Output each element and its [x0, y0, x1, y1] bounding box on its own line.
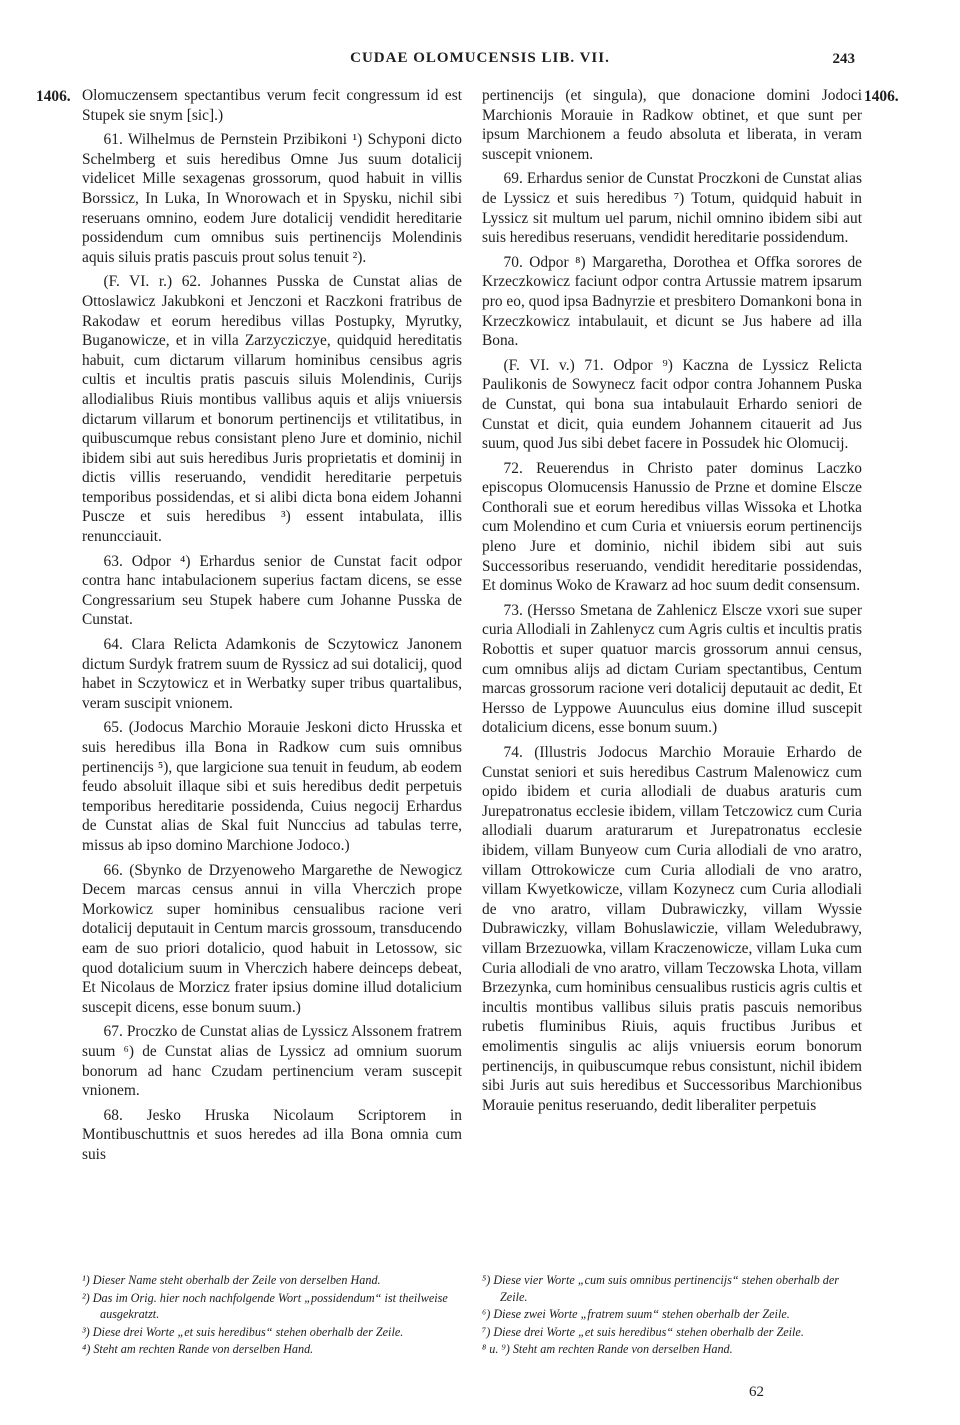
page-number: 243	[832, 51, 855, 67]
left-paragraph: 68. Jesko Hruska Nicolaum Scriptorem in Montibuschuttnis et suos heredes ad illa Bona omnia cum suis	[82, 1106, 462, 1163]
right-column	[482, 86, 862, 1120]
running-title: CUDAE OLOMUCENSIS LIB. VII.	[350, 50, 610, 66]
right-paragraph: 72. Reuerendus in Christo pater dominus Laczko episcopus Olomucensis Hanussio de Przne et domine Elscze Conthorali sue et eorum heredibus villas Wissoka et Lhotka cum Molendino et cum Curia et vniuersis eorum pertinencijs pleno Jure et dominio, nichil ibidem sibi aut suis Successoribus reseruando, vendidit hereditarie possidendas, Et dominus Woko de Krawarz ad hoc suum dedit consensum.	[482, 459, 862, 595]
left-paragraph: 66. (Sbynko de Drzyenoweho Margarethe de Newogicz Decem marcas census annui in villa Vherczich prope Morkowicz super hominibus censualibus racione veri dotalicij deputauit in Centum marcis grossoum, transducendo eam de suo priori dotalicio, quod habuit in Letossow, sic quod dotalicium suum in Vherczich habere deinceps debeat, Et Nicolaus de Morzicz frater ipsius domine illud dotalicium suscepit dicens, esse bonum suum.)	[82, 861, 462, 1016]
right-paragraph: 74. (Illustris Jodocus Marchio Morauie Erhardo de Cunstat seniori et suis heredibus Castrum Malenowicz cum opido ibidem et curia allodiali de duabus araturis cum Jurepatronatus ecclesie ibidem, villam Tetczowicz cum Curia allodiali duarum araturarum et Jurepatronatus ecclesie ibidem, villam Bunyeow cum Curia allodiali de vno aratro, villam Ottrokowicze cum Curia allodiali de vno aratro, villam Kwyetkowicze, villam Kozynecz cum Curia allodiali de vno aratro, villam Dubrawiczky, villam Wyssie Dubrawiczky, villam Bohuslawiczie, villam Weledubrawy, villam Brzezuowka, villam Kraczenowicze, villam Luka cum Curia allodiali de vno aratro, villam Teczowska Lhota, villam Brzezynka, cum hominibus censualibus rusticis agris cultis et incultis montibus vallibus siluis pratis pascuis nemoribus rubetis fluminibus Riuis, aquis fructibus Juribus et emolimentis singulis ac alijs vniuersis eorum bonorum pertinencijs, in quibuscumque rebus consistunt, nichil ibidem sibi Juris aut suis heredibus et Successoribus Marchionibus Morauie penitus reseruando, dedit liberaliter perpetuis	[482, 744, 862, 1114]
footnote: ⁸ u. ⁹) Steht am rechten Rande von derselben Hand.	[482, 1342, 733, 1356]
footnotes-right	[482, 1272, 862, 1359]
right-paragraph: 73. (Hersso Smetana de Zahlenicz Elscze vxori sue super curia Allodiali in Zahlenycz cum Agris cultis et incultis pratis Robottis et super quatuor marcis grossorum annui census, cum omnibus alijs ad dictam Curiam spectantibus, Centum marcas grossorum racione veri dotalicij deputauit ac dedit, Et Hersso de Lyppowe Auunculus eius domine illud suscepit dotalicium dicens, esse bonum suum.)	[482, 601, 862, 737]
right-paragraph: 69. Erhardus senior de Cunstat Proczkoni de Cunstat alias de Lyssicz et suis heredibus ⁷) Totum, quidquid habuit in Lyssicz sit multum uel parum, nichil omnino ibidem sibi aut suis heredibus reseruans, vendidit hereditarie possidendum.	[482, 170, 862, 247]
left-paragraph: 61. Wilhelmus de Pernstein Przibikoni ¹) Schyponi dicto Schelmberg et suis heredibus Omne Jus suum dotalicij videlicet Mille sexagenas grossorum, quod habuit in villis Borssicz, In Luka, In Wnorowach et in Spysku, nichil sibi reseruans omnino, eodem Jure dotalicij vendidit hereditarie possidendum cum omnibus suis pertinencijs Molendinis aquis siluis pratis pascuis prout solus tenuit ²).	[82, 131, 462, 266]
right-paragraph: 70. Odpor ⁸) Margaretha, Dorothea et Offka sorores de Krzeczkowicz faciunt odpor contra Artussie matrem ipsarum pro eo, quod ipsa Badnyrzie et presbitero Domankoni bona in Krzeczkowicz intabulauit, et dicunt se Jus habere ad illa Bona.	[482, 253, 862, 350]
signature-mark: 62	[749, 1384, 764, 1400]
left-paragraph: 63. Odpor ⁴) Erhardus senior de Cunstat facit odpor contra hanc intabulacionem superius factam dicens, se esse Congressarium seu Stupek habere cum Johanne Pusska de Cunstat.	[82, 552, 462, 629]
footnote: ⁵) Diese vier Worte „cum suis omnibus pertinencijs“ stehen oberhalb der Zeile.	[482, 1273, 839, 1304]
left-column	[82, 86, 462, 1169]
footnote: ¹) Dieser Name steht oberhalb der Zeile von derselben Hand.	[82, 1273, 381, 1287]
left-paragraph: 64. Clara Relicta Adamkonis de Sczytowicz Janonem dictum Surdyk fratrem suum de Ryssicz ad sui dotalicij, quod habet in Sczytowicz et in Werbatky super tribus quartalibus, veram suscipit vnionem.	[82, 636, 462, 712]
footnotes-left	[82, 1272, 462, 1359]
footnote: ⁷) Diese drei Worte „et suis heredibus“ stehen oberhalb der Zeile.	[482, 1324, 804, 1339]
left-paragraph: 67. Proczko de Cunstat alias de Lyssicz Alssonem fratrem suum ⁶) de Cunstat alias de Lyssicz ad omnium suorum bonorum ad hanc Czudam pertinencium veram suscepit vnionem.	[82, 1023, 462, 1100]
footnote: ²) Das im Orig. hier noch nachfolgende Wort „possidendum“ ist theilweise ausgekratzt.	[82, 1290, 448, 1321]
footnote: ⁶) Diese zwei Worte „fratrem suum“ stehen oberhalb der Zeile.	[482, 1307, 790, 1321]
margin-year-right: 1406.	[864, 88, 899, 105]
footnote: ⁴) Steht am rechten Rande von derselben Hand.	[82, 1342, 314, 1356]
left-paragraph: 65. (Jodocus Marchio Morauie Jeskoni dicto Hrusska et suis heredibus illa Bona in Radkow cum suis omnibus pertinencijs ⁵), que largicione sua tenuit in feudum, ab eodem feudo absoluit illaque sibi et suis heredibus dedit perpetuis temporibus hereditarie possidenda, Cuius negocij Erhardus de Cunstat alias de Skal fuit Nunccius ad tabulas terre, missus ab ipso domino Marchione Jodoco.)	[82, 719, 462, 854]
footnote: ³) Diese drei Worte „et suis heredibus“ stehen oberhalb der Zeile.	[82, 1324, 404, 1339]
margin-year-left: 1406.	[36, 88, 71, 105]
right-paragraph: (F. VI. v.) 71. Odpor ⁹) Kaczna de Lyssicz Relicta Paulikonis de Sowynecz facit odpor contra Johannem Puska de Cunstat, qui bona sua intabulauit Erhardo seniori de Cunstat et dicit, quia eundem Johannem citauerit ad Jus suum, quod Jus sibi debet facere in Possudek hic Olomucij.	[482, 356, 862, 453]
left-paragraph: (F. VI. r.) 62. Johannes Pusska de Cunstat alias de Ottoslawicz Jakubkoni et Jenczoni et Raczkoni fratribus de Rakodaw et eorum heredibus villas Postupky, Myrutky, Buganowicze, et in villa Zarzycziczye, quidquid hereditatis habuit, cum dictarum villarum hominibus censibus agris cultis et incultis pratis pascuis siluis Molendinis, Curijs allodialibus Riuis montibus vallibus aquis et alijs vniuersis dictarum villarum et bonorum pertinencijs et vtilitatibus, in quibuscumque rebus consistant pleno Jure et dominio, nichil ibidem sibi aut suis heredibus Juris proprietatis et dominij in dictis villis reseruando, vendidit hereditarie perpetuis temporibus possidendas, et si alibi dicta bona eidem Johanni Puscze et suis heredibus ³) essent intabulata, illis renuncciauit.	[82, 273, 462, 546]
left-paragraph: Olomuczensem spectantibus verum fecit congressum id est Stupek sie snym [sic].)	[82, 87, 462, 124]
right-paragraph: pertinencijs (et singula), que donacione domini Jodoci Marchionis Morauie in Radkow obtinet, et que sunt per ipsum Marchionem a feudo absoluta et liberata, in veram suscepit vnionem.	[482, 87, 862, 163]
